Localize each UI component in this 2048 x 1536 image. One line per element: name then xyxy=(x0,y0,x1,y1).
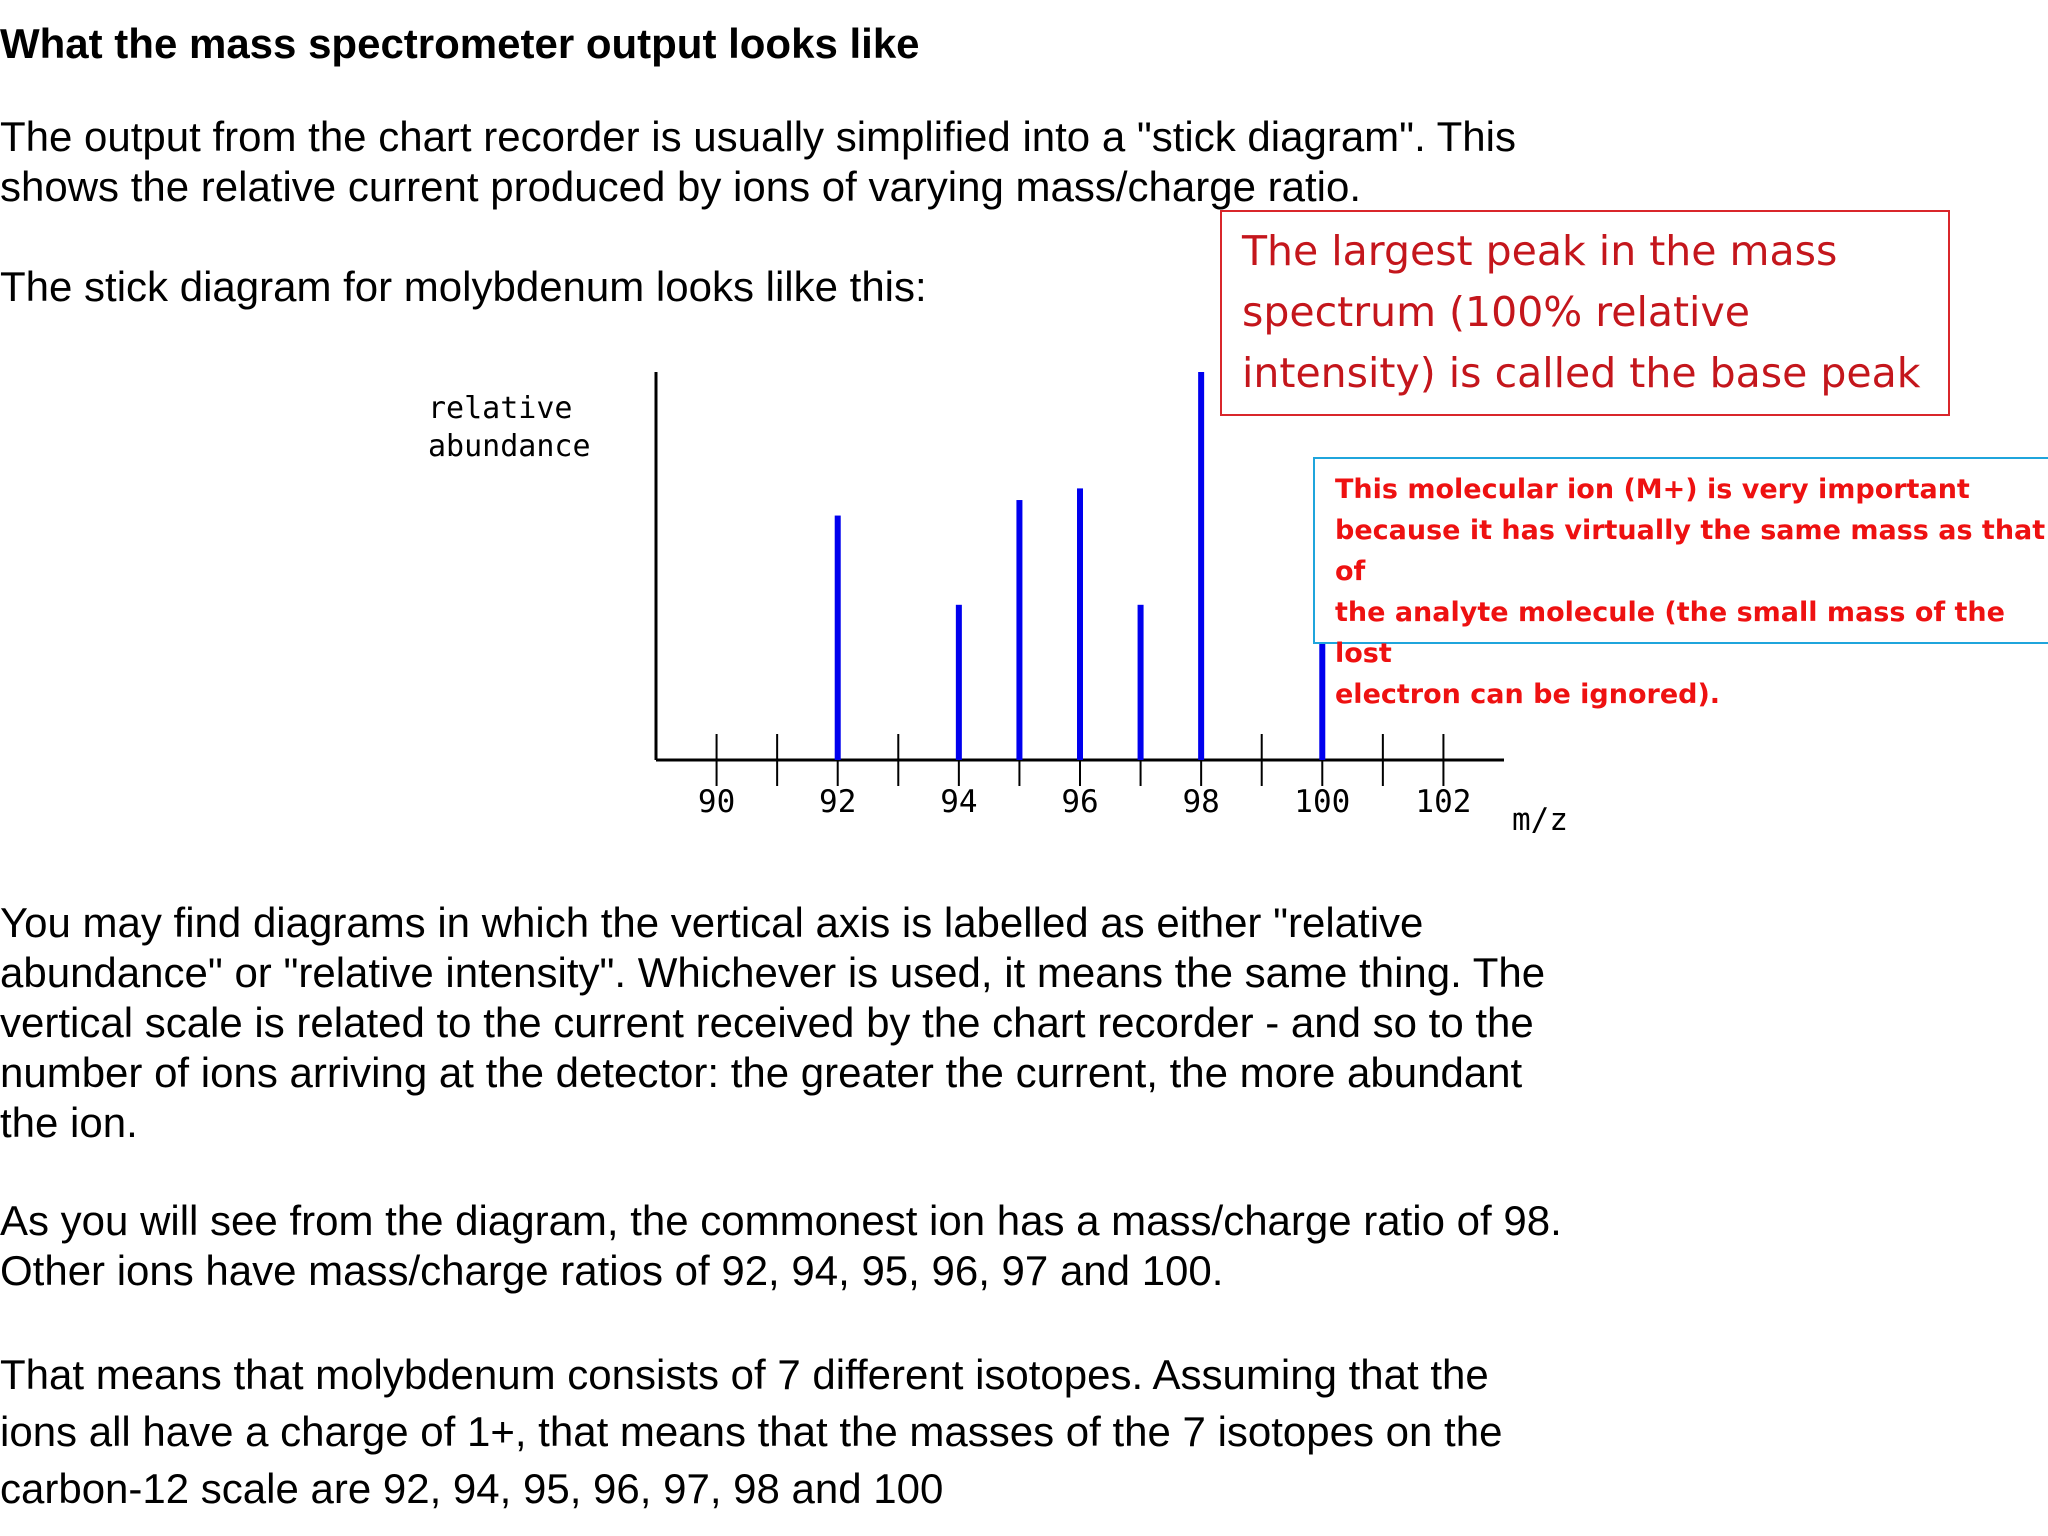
bar-mz-95 xyxy=(1016,500,1022,760)
page-heading: What the mass spectrometer output looks like xyxy=(0,20,920,67)
bar-mz-96 xyxy=(1077,488,1083,760)
vertical-axis-paragraph: You may find diagrams in which the vertical axis is labelled as either "relative abundance" or "relative intensity". Whichever is used, it means the same thing. The vertical scale is related to the current received by the chart recorder - and so to the number of ions arriving at the detector: the greater the current, the more abundant the ion. xyxy=(0,899,1546,1146)
x-tick-label: 94 xyxy=(940,784,978,820)
stick-diagram-intro: The stick diagram for molybdenum looks lilke this: xyxy=(0,263,927,310)
bar-mz-92 xyxy=(835,516,841,760)
bar-mz-94 xyxy=(956,605,962,760)
x-tick-label: 96 xyxy=(1061,784,1099,820)
molecular-ion-callout: This molecular ion (M+) is very important because it has virtually the same mass as that of the analyte molecule (the small mass of the lost electron can be ignored). xyxy=(1313,457,2048,644)
x-tick-label: 102 xyxy=(1415,784,1472,820)
base-peak-callout: The largest peak in the mass spectrum (100% relative intensity) is called the base peak xyxy=(1220,210,1950,416)
x-tick-label: 98 xyxy=(1182,784,1220,820)
x-tick-label: 100 xyxy=(1294,784,1351,820)
bar-mz-97 xyxy=(1138,605,1144,760)
bar-mz-98 xyxy=(1198,372,1204,760)
intro-paragraph: The output from the chart recorder is usually simplified into a "stick diagram". This shows the relative current produced by ions of varying mass/charge ratio. xyxy=(0,113,1516,210)
isotopes-paragraph: That means that molybdenum consists of 7 different isotopes. Assuming that the ions all have a charge of 1+, that means that the masses of the 7 isotopes on the carbon-12 scale are 92, 94, 95, 96, 97, 98 and 100 xyxy=(0,1351,1503,1512)
x-axis-label: m/z xyxy=(1512,802,1568,838)
commonest-ion-paragraph: As you will see from the diagram, the commonest ion has a mass/charge ratio of 98. Other ions have mass/charge ratios of 92, 94, 95, 96, 97 and 100. xyxy=(0,1197,1562,1294)
x-tick-label: 90 xyxy=(697,784,736,820)
y-axis-label: relative abundance xyxy=(428,391,591,464)
x-tick-label: 92 xyxy=(819,784,857,820)
